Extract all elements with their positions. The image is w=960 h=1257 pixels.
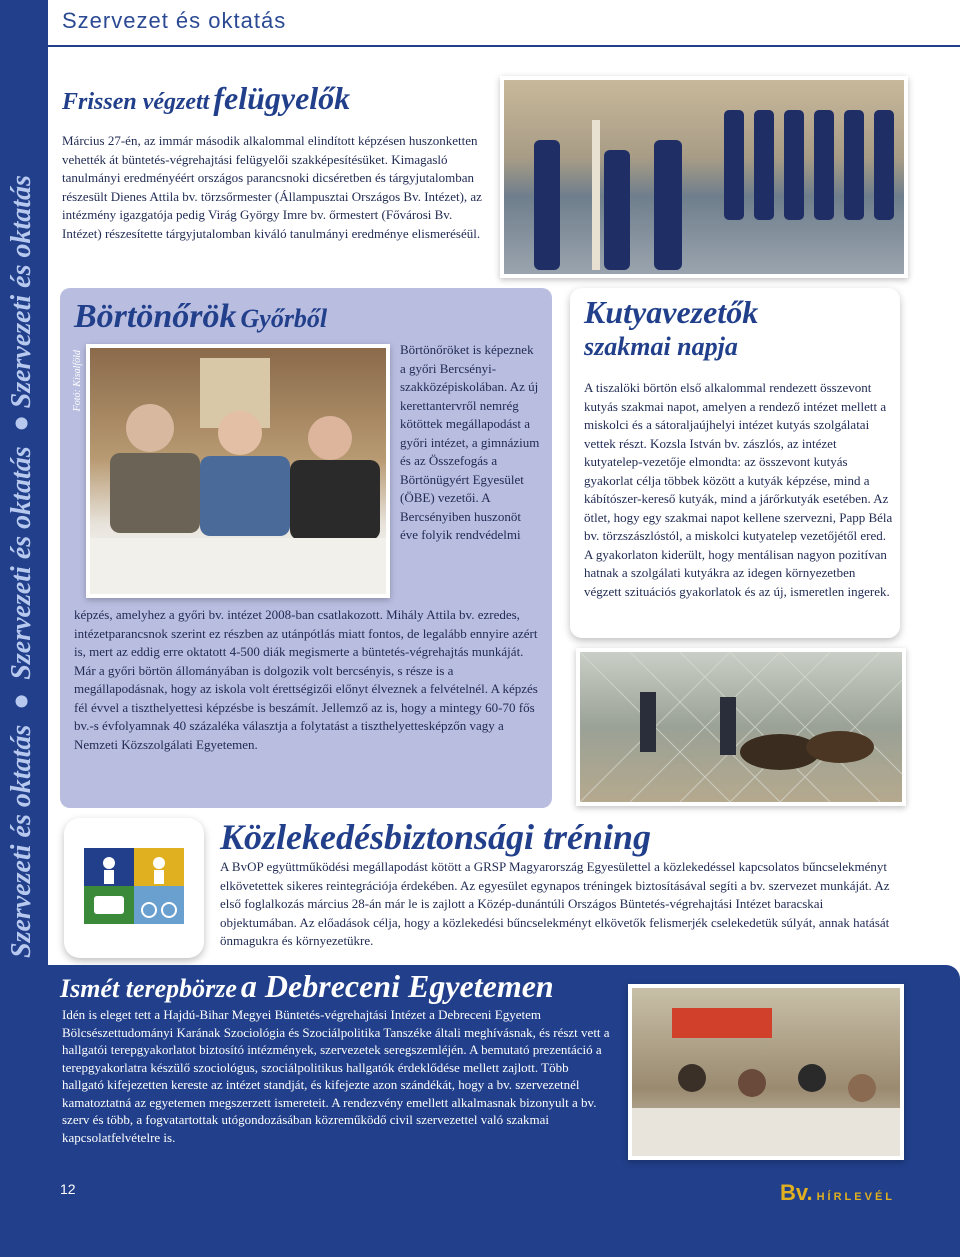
header-left-block (0, 0, 48, 48)
sidebar-vertical-text: Szervezeti és oktatás ● Szervezeti és oktatás ●Szervezeti és oktatás (6, 175, 37, 958)
article5-title (60, 968, 554, 1005)
article4-title: Közlekedésbiztonsági tréning (220, 817, 652, 857)
section-title: Szervezet és oktatás (62, 8, 287, 33)
photo-credit: Fotó: Kisalföld (72, 350, 83, 412)
article3-title-line2: szakmai napja (584, 332, 738, 361)
article1-title-part1: Frissen végzett (62, 89, 210, 115)
article1-body: Március 27-én, az immár második alkalommal elindított képzésen huszonketten vehették át büntetés-végrehajtási felügyelői szakképesítésüket. Kimagasló tanulmányi eredményéért országos parancsnoki dicséretben és tárgyjutalomban részesült Dienes Attila bv. törzsőrmester (Állampusztai Országos Bv. Intézet), az intézmény igazgatója pedig Virág György Imre bv. őrmestert (Fővárosi Bv. Intézet) részesítette tárgyjutalomban kiváló tanulmányi eredménye elismeréséül. (62, 133, 482, 241)
footer-logo-bv: Bv. (780, 1180, 813, 1205)
traffic-safety-icon (64, 818, 204, 958)
photo-guards (500, 76, 908, 278)
article3-title-line1: Kutyavezetők (584, 294, 759, 330)
article3-body: A tiszalöki börtön első alkalommal rendezett összevont kutyás szakmai napot, amelyen a rendező intézet mellett a miskolci és a sátoraljaújhelyi intézet kutyás szolgálatai vettek részt. Kozsla István bv. zászlós, az intézet kutyatelep-vezetője elmondta: az összevont kutyás gyakorlat célja többek között a kutyák képzése, mind a kábítószer-kereső kutyák, mind a járőrkutyák esetében. Az ötlet, hogy egy szakmai napot kellene szervezni, Papp Béla bv. törzszászlóstól, a miskolci kutyatelep vezetőjétől ered. A gyakorlaton kiderült, hogy mentálisan nagyon pozitívan hatnak a szolgálati kutyákra az idegen környezetben végzett szituációs gyakorlatok és az új, ismeretlen ingerek. (584, 380, 893, 599)
article2-body-right: Börtönőröket is képeznek a győri Bercsényi-szakközépiskolában. Az új kerettantervről nemrég kötöttek megállapodást a győri intézet, a gimnázium és az Összefogás a Börtönügyért Egyesület (ÖBE) vezetői. A Bercsényiben huszonöt éve folyik rendvédelmi (400, 342, 540, 542)
guards-illustration (504, 80, 904, 274)
photo-university (628, 984, 904, 1160)
page-number: 12 (60, 1181, 76, 1197)
dogs-illustration (580, 652, 902, 802)
photo-dogs (576, 648, 906, 806)
header-rule (48, 45, 960, 47)
article4-body: A BvOP együttműködési megállapodást kötött a GRSP Magyarország Egyesülettel a közlekedéssel kapcsolatos bűncselekményt elkövetettek sikeres reintegrációja érdekében. Az egyesület egynapos tréningek biztosításával segíti a bv. szervezet munkáját. Az első foglalkozás március 28-án már le is zajlott a Közép-dunántúli Országos Büntetés-végrehajtási Intézet baracskai objektumában. Az előadások célja, hogy a közlekedési bűncselekményt elkövetők felismerjék cselekedetük súlyát, annak hatását önmagukra és környezetükre. (220, 859, 890, 948)
article5-title-part2: a Debreceni Egyetemen (240, 968, 554, 1004)
article5-title-part1: Ismét terepbörze (60, 974, 237, 1003)
article2-title-part2: Győrből (240, 304, 328, 333)
article5-body: Idén is eleget tett a Hajdú-Bihar Megyei Büntetés-végrehajtási Intézet a Debreceni Egyetem Bölcsészettudományi Karának Szociológia és Szociálpolitika Tanszéke általi meghívásnak, és részt vett a hallgatói terepgyakorlatot biztosító intézmények, szervezetek seregszemléjén. A bemutató prezentáció a terepgyakorlatra készülő szociológus, szociálpolitikus hallgatók érdeklődése mellett zajlott. Több hallgató kifejezetten kereste az intézet standját, és kifejezte azon szándékát, hogy a bv. szervezetnél kamatoztatná az egyetemen megszerzett ismereteit. A rendezvény emellett alkalmasnak bizonyult a bv. szerv és több, a fogvatartottak utógondozásában közreműködő civil szervezettel való szakmai kapcsolatfelvételre is. (62, 1007, 610, 1145)
article1-title-part2: felügyelők (213, 80, 351, 116)
article2-body-bottom: képzés, amelyhez a győri bv. intézet 2008-ban csatlakozott. Mihály Attila bv. ezredes, intézetparancsnok szerint ez részben az utánpótlás miatt fontos, de legalább ennyire azért is, mert az eddig erre oktatott 4-500 diák megismerte a büntetés-végrehajtás munkáját. Már a győri börtön állományában is dolgozik volt bercsényis, s része is a megállapodásnak, hogy az iskola volt érettségizői előnyt élveznek a felvételnél. A képzés fél évvel a tiszthelyettesi képzésbe is beszámít. Jellemző az is, hogy a mintegy 60-70 fős bv.-s évfolyamnak 40 százaléka választja a folytatást a tiszthelyettesképzőn vagy a Nemzeti Közszolgálati Egyetemen. (74, 607, 538, 752)
photo-signing (86, 344, 390, 598)
traffic-logo (64, 818, 204, 958)
footer-logo-text: HÍRLEVÉL (816, 1191, 896, 1203)
article2-title-part1: Börtönőrök (74, 298, 237, 335)
footer-logo (780, 1180, 895, 1206)
article1-title (62, 80, 350, 117)
university-illustration (632, 988, 900, 1156)
signing-illustration (90, 348, 386, 594)
article2-title (74, 298, 327, 336)
